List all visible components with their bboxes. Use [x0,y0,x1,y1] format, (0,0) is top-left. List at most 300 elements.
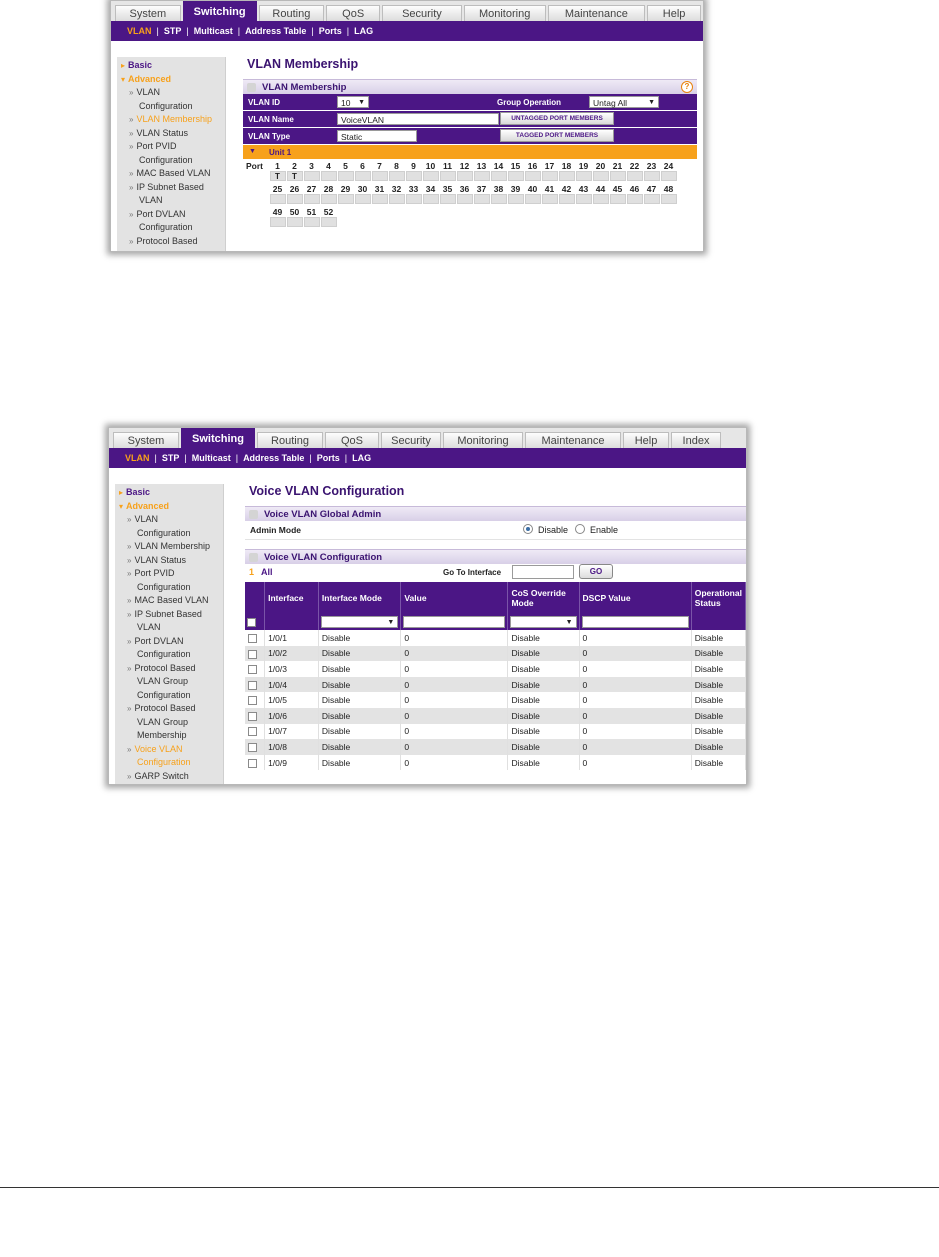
port-number: 39 [510,184,521,194]
port-membership-cell[interactable] [304,194,320,204]
table-cell: Disable [318,692,400,708]
port-membership-cell[interactable] [270,217,286,227]
sidebar-item-vlan-membership[interactable] [115,540,223,554]
row-checkbox[interactable] [248,696,257,705]
subnav-vlan[interactable]: VLAN [127,26,152,36]
tab-maintenance[interactable]: Maintenance [548,5,646,21]
sidebar-item-label: VLAN Membership [136,114,212,124]
sidebar-item-port-pvid[interactable] [117,140,225,154]
port-number: 15 [510,161,521,171]
row-checkbox[interactable] [248,665,257,674]
sidebar-item-label: Protocol Based [136,235,198,246]
table-cell: Disable [508,646,579,662]
port-membership-cell[interactable] [372,171,388,181]
table-cell: Disable [691,755,745,771]
voice-vlan-table-body [245,630,746,770]
unit-label: Unit 1 [269,148,292,157]
port-number: 48 [663,184,674,194]
row-select-cell [245,646,265,662]
table-cell: 0 [579,755,691,771]
table-cell: Disable [691,661,745,677]
port-number: 35 [442,184,453,194]
main-content [243,57,697,239]
sidebar-item-protocol-based[interactable] [117,235,225,249]
port-number: 25 [272,184,283,194]
bullet-icon: » [127,663,132,673]
page-title: VLAN Membership [247,57,359,71]
sidebar-item-label-cont[interactable]: Membership [137,730,187,740]
admin-mode-enable-radio[interactable] [575,524,585,534]
port-number: 42 [561,184,572,194]
port-number: 50 [289,207,300,217]
port-membership-cell[interactable] [287,194,303,204]
port-number: 49 [272,207,283,217]
expanded-arrow-icon: ▾ [119,501,124,511]
port-membership-cell[interactable] [321,217,337,227]
subnav-ports[interactable]: Ports [316,453,340,463]
table-cell: Disable [318,646,400,662]
bullet-icon: » [127,704,132,713]
port-membership-cell[interactable] [406,194,422,204]
subnav-multicast[interactable]: Multicast [191,453,231,463]
table-cell: 0 [579,739,691,755]
sidebar-item-label: VLAN [134,514,158,524]
sidebar-item-vlan-status[interactable] [117,127,225,141]
row-checkbox[interactable] [248,727,257,736]
subnav-lag[interactable]: LAG [352,453,372,463]
port-membership-cell[interactable] [440,194,456,204]
port-membership-cell[interactable] [542,171,558,181]
tab-security[interactable]: Security [382,5,462,21]
sidebar-item-label: Port PVID [136,141,177,151]
show-all-link[interactable]: All [261,567,273,577]
sidebar-item-vlan-status[interactable] [115,554,223,568]
port-membership-cell[interactable] [474,194,490,204]
go-to-interface-input[interactable] [512,565,574,579]
port-membership-cell[interactable] [389,194,405,204]
table-cell: Disable [691,646,745,662]
row-checkbox[interactable] [248,743,257,752]
port-membership-cell[interactable] [576,194,592,204]
row-select-cell [245,630,265,646]
table-cell: Disable [508,677,579,693]
collapsed-arrow-icon: ▸ [119,488,124,497]
table-cell: 1/0/9 [265,755,319,771]
spacer [245,540,746,549]
vlan-name-row [243,111,697,128]
go-button[interactable]: GO [579,564,613,579]
port-membership-cell[interactable] [593,194,609,204]
filter-cell [579,614,691,630]
table-cell: Disable [691,677,745,693]
sidebar-item-protocol-vlan-group-config[interactable] [115,662,223,676]
bullet-icon: » [127,744,132,754]
table-row[interactable] [245,677,746,693]
sidebar-item-label-cont[interactable]: Configuration [139,154,193,165]
subnav-separator: | [154,453,157,463]
table-cell: Disable [508,661,579,677]
subnav-separator: | [235,453,239,463]
row-select-cell [245,755,265,771]
table-cell: 0 [401,708,508,724]
subnav-separator: | [346,26,350,36]
table-cell: Disable [318,708,400,724]
filter-cell [318,614,400,630]
collapse-icon[interactable] [249,510,258,519]
table-cell: 1/0/8 [265,739,319,755]
collapsed-arrow-icon: ▸ [121,61,126,70]
table-row[interactable] [245,708,746,724]
sidebar-item-label-cont[interactable]: VLAN [137,622,161,632]
tab-monitoring[interactable]: Monitoring [443,432,523,448]
port-number: 7 [377,161,382,171]
port-number: 41 [544,184,555,194]
tab-qos[interactable]: QoS [325,432,379,448]
port-number: 36 [459,184,470,194]
tab-help[interactable]: Help [647,5,701,21]
table-row[interactable] [245,630,746,646]
port-membership-cell[interactable] [406,171,422,181]
row-select-cell [245,739,265,755]
sub-navigation [109,448,746,468]
sidebar-item-advanced[interactable] [117,73,225,87]
port-membership-cell[interactable] [525,171,541,181]
sidebar-item-ip-subnet-vlan[interactable] [115,608,223,622]
sidebar-item-label: VLAN Membership [134,541,210,551]
unit-bar[interactable] [243,145,697,159]
subnav-lag[interactable]: LAG [354,26,374,36]
port-membership-cell[interactable] [355,171,371,181]
table-cell: 1/0/1 [265,630,319,646]
port-membership-cell[interactable] [610,171,626,181]
subnav-separator: | [184,453,187,463]
table-cell: 1/0/3 [265,661,319,677]
port-membership-cell[interactable] [389,171,405,181]
vlan-id-select[interactable] [337,96,369,108]
help-icon[interactable]: ? [681,81,693,93]
port-membership-cell[interactable] [661,171,677,181]
table-cell: 1/0/6 [265,708,319,724]
port-membership-cell[interactable] [627,171,643,181]
table-cell: Disable [318,739,400,755]
tab-switching[interactable]: Switching [181,428,255,448]
sidebar-item-label-cont[interactable]: VLAN Group [137,716,189,727]
tab-index[interactable]: Index [671,432,721,448]
port-membership-cell[interactable] [355,194,371,204]
group-operation-value: Untag All [593,98,628,108]
port-membership-cell[interactable] [423,171,439,181]
vlan-name-input[interactable]: VoiceVLAN [337,113,499,125]
port-membership-cell[interactable] [372,194,388,204]
interface-mode-filter-select[interactable] [321,616,398,628]
port-number: 14 [493,161,504,171]
tab-qos[interactable]: QoS [326,5,380,21]
table-row[interactable] [245,724,746,740]
port-membership-cell[interactable] [440,171,456,181]
bullet-icon: » [127,515,132,524]
port-membership-cell[interactable] [559,194,575,204]
port-membership-cell[interactable] [321,194,337,204]
collapse-icon[interactable] [247,83,256,92]
bullet-icon: » [129,182,134,192]
port-number: 13 [476,161,487,171]
main-content [245,484,746,770]
dropdown-arrow-icon: ▼ [358,99,365,106]
section-header-vlan-membership [243,79,697,94]
sidebar-item-label: Voice VLAN [134,743,183,754]
port-membership-cell[interactable] [270,194,286,204]
port-number: 30 [357,184,368,194]
expand-arrow-icon: ▼ [249,148,256,155]
subnav-separator: | [237,26,241,36]
admin-mode-disable-label: Disable [538,525,569,535]
tab-maintenance[interactable]: Maintenance [525,432,621,448]
table-cell: 0 [401,661,508,677]
dscp-filter-input[interactable] [582,616,689,628]
sidebar-item-port-dvlan[interactable] [117,208,225,222]
port-membership-cell[interactable] [491,194,507,204]
port-number: 16 [527,161,538,171]
sidebar-item-basic[interactable] [115,486,223,500]
page-number: 1 [249,567,255,577]
port-membership-cell[interactable] [627,194,643,204]
port-membership-cell[interactable] [491,171,507,181]
sidebar-item-label-cont[interactable]: Configuration [137,581,191,592]
page-title: Voice VLAN Configuration [249,484,405,498]
sidebar-item-label: Basic [128,60,153,70]
subnav-separator: | [344,453,348,463]
row-select-cell [245,724,265,740]
subnav-stp[interactable]: STP [163,26,182,36]
row-select-cell [245,661,265,677]
sidebar-item-port-pvid[interactable] [115,567,223,581]
row-checkbox[interactable] [248,650,257,659]
sidebar-item-ip-subnet-vlan[interactable] [117,181,225,195]
sidebar-item-label-cont[interactable]: VLAN [139,195,163,205]
subnav-ports[interactable]: Ports [318,26,342,36]
subnav-stp[interactable]: STP [161,453,180,463]
admin-mode-row [245,521,746,540]
port-membership-cell[interactable] [508,194,524,204]
table-row[interactable] [245,646,746,662]
sidebar-item-label-cont[interactable]: VLAN Group [137,676,189,686]
subnav-address-table[interactable]: Address Table [245,26,307,36]
port-membership-cell[interactable] [474,171,490,181]
row-select-cell [245,677,265,693]
tab-switching[interactable]: Switching [183,1,257,21]
row-checkbox[interactable] [248,634,257,643]
sidebar-item-label-cont[interactable]: Configuration [137,689,191,700]
sidebar-item-protocol-vlan-group-membership[interactable] [115,702,223,716]
expanded-arrow-icon: ▾ [121,74,126,84]
collapse-icon[interactable] [249,553,258,562]
sidebar-item-label: VLAN Status [136,127,188,138]
port-membership-cell[interactable] [287,217,303,227]
tab-system[interactable]: System [115,5,181,21]
port-membership-cell[interactable] [593,171,609,181]
table-row[interactable] [245,739,746,755]
sidebar [117,57,226,251]
select-column-header [245,582,265,614]
port-membership-cell[interactable] [644,171,660,181]
cos-override-filter-select[interactable] [510,616,576,628]
group-operation-select[interactable] [589,96,659,108]
tab-monitoring[interactable]: Monitoring [464,5,546,21]
port-number: 37 [476,184,487,194]
port-membership-cell[interactable] [338,194,354,204]
port-membership-cell[interactable]: T [287,171,303,181]
table-cell: Disable [691,739,745,755]
row-checkbox[interactable] [248,759,257,768]
tab-routing[interactable]: Routing [259,5,325,21]
port-membership-cell[interactable] [542,194,558,204]
vlan-id-label: VLAN ID [248,98,280,107]
port-number: 27 [306,184,317,194]
bullet-icon: » [127,555,132,565]
port-membership-cell[interactable] [457,171,473,181]
admin-mode-enable-label: Enable [590,525,619,535]
port-membership-cell[interactable] [304,217,320,227]
port-membership-cell[interactable] [508,171,524,181]
row-checkbox[interactable] [248,712,257,721]
subnav-address-table[interactable]: Address Table [243,453,305,463]
port-membership-cell[interactable] [457,194,473,204]
sidebar-item-label-cont[interactable]: Configuration [137,527,191,538]
column-header-value: Value [401,582,508,614]
port-number: 26 [289,184,300,194]
port-number: 43 [578,184,589,194]
port-number: 8 [394,161,399,171]
table-cell: Disable [318,755,400,771]
sidebar-item-label-cont[interactable]: Configuration [139,100,193,111]
port-number: 6 [360,161,365,171]
admin-mode-disable-radio[interactable] [523,524,533,534]
port-number: 31 [374,184,385,194]
page-footer-rule [0,1187,939,1188]
vlan-id-value: 10 [341,98,351,108]
dropdown-arrow-icon: ▼ [648,99,655,106]
port-membership-cell[interactable] [304,171,320,181]
voice-vlan-configuration-screenshot [108,427,747,785]
column-header-operational-status: Operational Status [691,582,745,614]
sidebar-item-voice-vlan[interactable] [115,743,223,757]
vlan-type-label: VLAN Type [248,132,291,141]
table-cell: 0 [579,646,691,662]
sub-navigation [111,21,703,41]
port-label: Port [246,161,263,171]
port-membership-cell[interactable] [661,194,677,204]
port-membership-cell[interactable] [644,194,660,204]
port-membership-cell[interactable]: T [270,171,286,181]
sidebar-item-label: MAC Based VLAN [136,168,211,178]
sidebar-item-vlan-configuration[interactable] [115,513,223,527]
sidebar-item-label: Port PVID [134,568,175,578]
sidebar-item-mac-based-vlan[interactable] [115,594,223,608]
table-cell: Disable [691,692,745,708]
subnav-multicast[interactable]: Multicast [193,26,233,36]
port-membership-cell[interactable] [610,194,626,204]
table-cell: Disable [508,739,579,755]
section-title: Voice VLAN Configuration [264,551,383,563]
sidebar-item-advanced[interactable] [115,500,223,514]
port-number: 20 [595,161,606,171]
filter-cell [245,614,265,630]
table-cell: 0 [401,630,508,646]
column-header-interface-mode: Interface Mode [318,582,400,614]
port-number: 17 [544,161,555,171]
tab-help[interactable]: Help [623,432,669,448]
table-cell: 0 [401,755,508,771]
port-number: 12 [459,161,470,171]
sidebar-item-basic[interactable] [117,59,225,73]
port-number: 2 [292,161,297,171]
select-all-checkbox[interactable] [247,618,256,627]
port-number: 32 [391,184,402,194]
port-grid [243,159,697,239]
table-cell: Disable [318,724,400,740]
sidebar-item-label-cont[interactable]: Configuration [137,757,191,767]
port-number: 11 [443,161,452,171]
untagged-port-members-button[interactable]: UNTAGGED PORT MEMBERS [500,112,614,125]
table-cell: Disable [318,677,400,693]
vlan-membership-screenshot [110,0,704,252]
value-filter-input[interactable] [403,616,505,628]
port-number: 47 [646,184,657,194]
vlan-name-label: VLAN Name [248,115,294,124]
port-membership-cell[interactable] [338,171,354,181]
port-membership-cell[interactable] [559,171,575,181]
sidebar-item-label: Protocol Based [134,703,196,713]
port-number: 4 [326,161,331,171]
tab-security[interactable]: Security [381,432,441,448]
sidebar-item-vlan-configuration[interactable] [117,86,225,100]
bullet-icon: » [127,542,132,551]
go-to-interface-label: Go To Interface [443,568,502,577]
sidebar-item-label-cont[interactable]: Configuration [139,222,193,232]
sidebar-item-mac-based-vlan[interactable] [117,167,225,181]
tab-system[interactable]: System [113,432,179,448]
sidebar-item-port-dvlan[interactable] [115,635,223,649]
tagged-port-members-button[interactable]: TAGGED PORT MEMBERS [500,129,614,142]
port-number: 10 [425,161,436,171]
port-membership-cell[interactable] [321,171,337,181]
port-number: 23 [646,161,657,171]
bullet-icon: » [129,88,134,97]
bullet-icon: » [129,128,134,138]
port-number: 33 [408,184,419,194]
sidebar-item-garp-switch[interactable] [115,770,223,784]
port-number: 28 [323,184,334,194]
subnav-vlan[interactable]: VLAN [125,453,150,463]
table-cell: 0 [401,646,508,662]
bullet-icon: » [129,115,134,124]
table-cell: Disable [691,708,745,724]
port-membership-cell[interactable] [576,171,592,181]
table-cell: 0 [579,630,691,646]
row-checkbox[interactable] [248,681,257,690]
table-row[interactable] [245,692,746,708]
port-membership-cell[interactable] [525,194,541,204]
port-membership-cell[interactable] [423,194,439,204]
sidebar-item-label-cont[interactable]: Configuration [137,649,191,659]
table-row[interactable] [245,755,746,771]
sidebar-item-vlan-membership[interactable] [117,113,225,127]
table-row[interactable] [245,661,746,677]
port-number: 18 [561,161,572,171]
tab-routing[interactable]: Routing [257,432,323,448]
table-cell: Disable [508,630,579,646]
port-number: 24 [663,161,674,171]
